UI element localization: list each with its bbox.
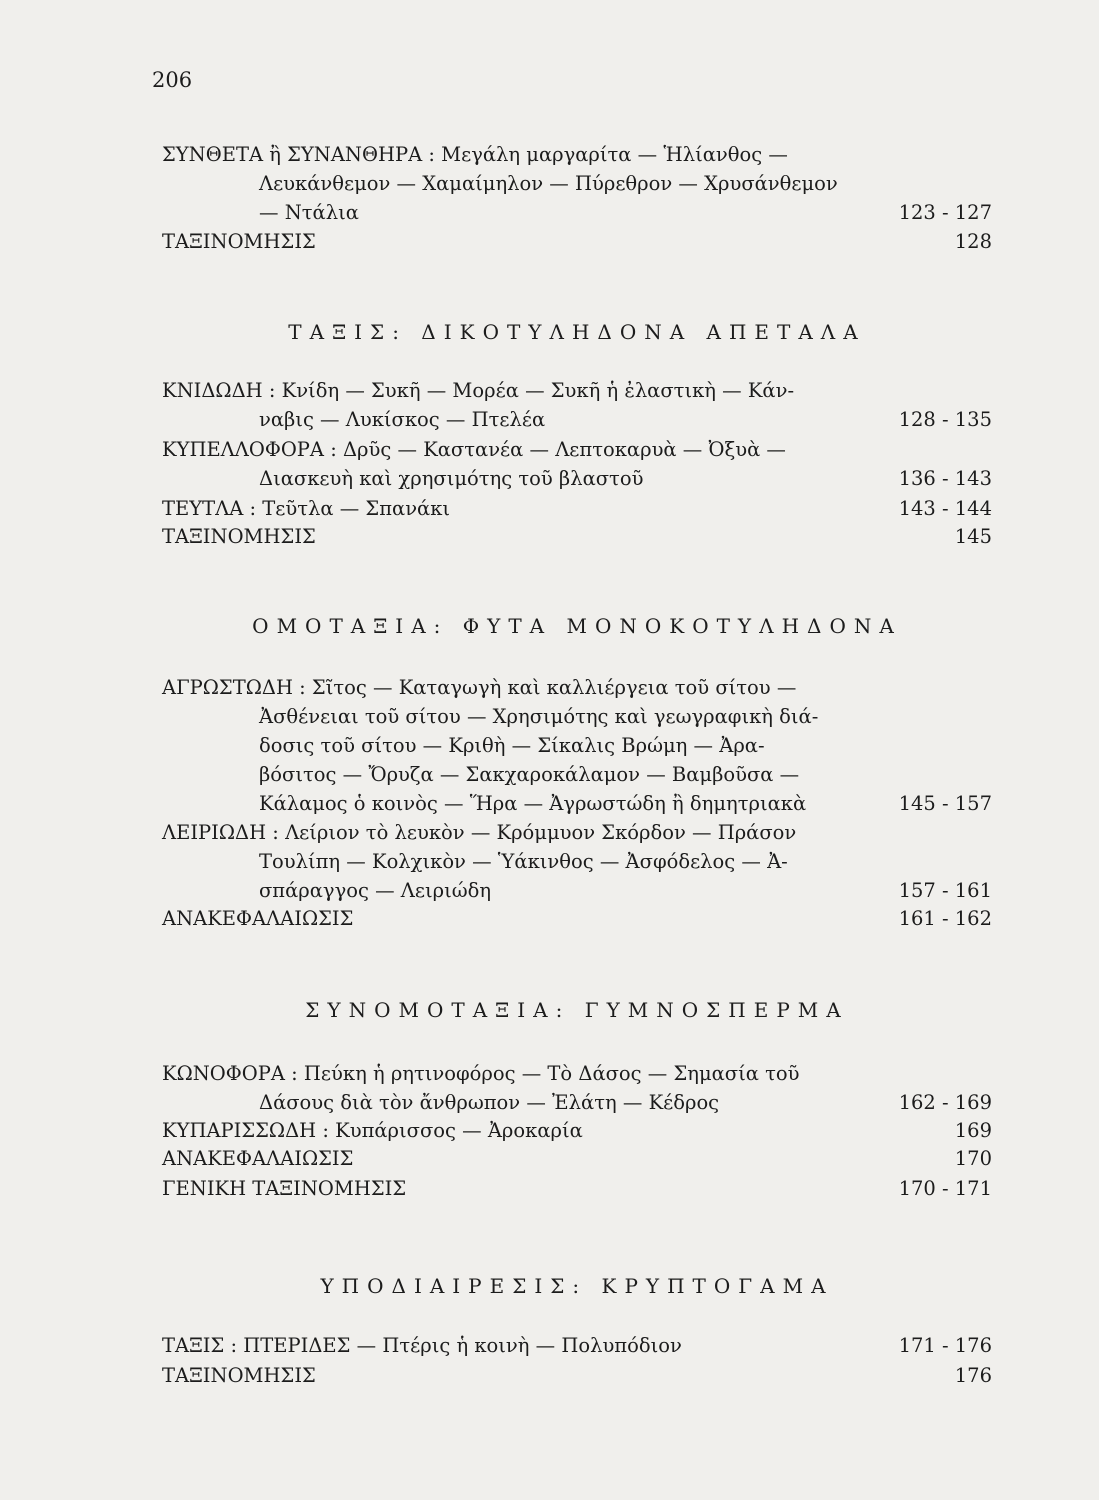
page-range: 145 - 157 bbox=[898, 792, 992, 815]
entry-text: ΑΝΑΚΕΦΑΛΑΙΩΣΙΣ bbox=[162, 1147, 354, 1170]
entry-text: ΚΝΙΔΩΔΗ : Κνίδη — Συκῆ — Μορέα — Συκῆ ἡ ἐλαστικὴ — Κάν- bbox=[162, 379, 795, 402]
toc-entry-taxinomisis bbox=[162, 1361, 992, 1390]
page-range: 171 - 176 bbox=[898, 1334, 992, 1357]
page-range: 161 - 162 bbox=[898, 907, 992, 930]
toc-entry-knidodi bbox=[162, 376, 992, 434]
page-range: 170 - 171 bbox=[898, 1177, 992, 1200]
toc-entry-kyparissodi bbox=[162, 1116, 992, 1145]
toc-entry-kypellofora bbox=[162, 435, 992, 493]
entry-text: ΚΩΝΟΦΟΡΑ : Πεύκη ἡ ρητινοφόρος — Τὸ Δάσος — Σημασία τοῦ bbox=[162, 1062, 800, 1085]
entry-text: ΤΑΞΙΣ : ΠΤΕΡΙΔΕΣ — Πτέρις ἡ κοινὴ — Πολυπόδιον bbox=[162, 1334, 682, 1357]
page-range: 169 bbox=[954, 1119, 992, 1142]
page-range: 170 bbox=[954, 1147, 992, 1170]
entry-text: — Ντάλια bbox=[259, 201, 359, 224]
entry-text: Τουλίπη — Κολχικὸν — Ὑάκινθος — Ἀσφόδελος — Ἀ- bbox=[259, 850, 788, 873]
entry-text: ΤΑΞΙΝΟΜΗΣΙΣ bbox=[162, 1364, 316, 1387]
entry-text: ΚΥΠΕΛΛΟΦΟΡΑ : Δρῦς — Καστανέα — Λεπτοκαρυὰ — Ὀξυὰ — bbox=[162, 438, 786, 461]
entry-text: ΤΑΞΙΝΟΜΗΣΙΣ bbox=[162, 525, 316, 548]
entry-text: ΚΥΠΑΡΙΣΣΩΔΗ : Κυπάρισσος — Ἀροκαρία bbox=[162, 1119, 583, 1142]
toc-entry-syntheta bbox=[162, 140, 992, 227]
section-heading: ΥΠΟΔΙΑΙΡΕΣΙΣ: ΚΡΥΠΤΟΓΑΜΑ bbox=[320, 1274, 834, 1298]
page-number: 206 bbox=[152, 68, 193, 92]
entry-text: Δάσους διὰ τὸν ἄνθρωπον — Ἐλάτη — Κέδρος bbox=[259, 1091, 720, 1114]
section-heading: ΤΑΞΙΣ: ΔΙΚΟΤΥΛΗΔΟΝΑ ΑΠΕΤΑΛΑ bbox=[288, 320, 866, 344]
toc-entry-pterides bbox=[162, 1331, 992, 1360]
toc-entry-konofora bbox=[162, 1059, 992, 1117]
section-heading: ΣΥΝΟΜΟΤΑΞΙΑ: ΓΥΜΝΟΣΠΕΡΜΑ bbox=[305, 998, 849, 1022]
toc-entry-anakefalaiosis bbox=[162, 1144, 992, 1173]
entry-text: ΛΕΙΡΙΩΔΗ : Λείριον τὸ λευκὸν — Κρόμμυον Σκόρδον — Πράσον bbox=[162, 821, 797, 844]
toc-entry-leiriodi bbox=[162, 818, 992, 905]
entry-text: δοσις τοῦ σίτου — Κριθὴ — Σίκαλις Βρώμη — Ἀρα- bbox=[259, 734, 765, 757]
entry-text: Λευκάνθεμον — Χαμαίμηλον — Πύρεθρον — Χρυσάνθεμον bbox=[259, 172, 838, 195]
toc-entry-agrostodi bbox=[162, 673, 992, 818]
page-range: 162 - 169 bbox=[898, 1091, 992, 1114]
page-range: 128 - 135 bbox=[898, 408, 992, 431]
entry-text: ΓΕΝΙΚΗ ΤΑΞΙΝΟΜΗΣΙΣ bbox=[162, 1177, 407, 1200]
entry-text: ΤΑΞΙΝΟΜΗΣΙΣ bbox=[162, 230, 316, 253]
entry-text: σπάραγγος — Λειριώδη bbox=[259, 879, 492, 902]
entry-text: ΑΝΑΚΕΦΑΛΑΙΩΣΙΣ bbox=[162, 907, 354, 930]
entry-text: ναβις — Λυκίσκος — Πτελέα bbox=[259, 408, 546, 431]
page-range: 128 bbox=[954, 230, 992, 253]
entry-text: ΣΥΝΘΕΤΑ ἢ ΣΥΝΑΝΘΗΡΑ : Μεγάλη μαργαρίτα — Ἡλίανθος — bbox=[162, 143, 788, 166]
entry-text: Ἀσθένειαι τοῦ σίτου — Χρησιμότης καὶ γεωγραφικὴ διά- bbox=[259, 705, 819, 728]
entry-text: Κάλαμος ὁ κοινὸς — Ἥρα — Ἀγρωστώδη ἢ δημητριακὰ bbox=[259, 792, 807, 815]
page-range: 176 bbox=[954, 1364, 992, 1387]
page-range: 157 - 161 bbox=[898, 879, 992, 902]
page-range: 143 - 144 bbox=[898, 497, 992, 520]
toc-entry-taxinomisis bbox=[162, 522, 992, 551]
entry-text: Διασκευὴ καὶ χρησιμότης τοῦ βλαστοῦ bbox=[259, 467, 644, 490]
entry-text: βόσιτος — Ὄρυζα — Σακχαροκάλαμον — Βαμβοῦσα — bbox=[259, 763, 800, 786]
page-range: 145 bbox=[954, 525, 992, 548]
entry-text: ΑΓΡΩΣΤΩΔΗ : Σῖτος — Καταγωγὴ καὶ καλλιέργεια τοῦ σίτου — bbox=[162, 676, 797, 699]
toc-entry-anakefalaiosis bbox=[162, 904, 992, 933]
toc-entry-geniki-taxinomisis bbox=[162, 1174, 992, 1203]
page-range: 136 - 143 bbox=[898, 467, 992, 490]
section-heading: ΟΜΟΤΑΞΙΑ: ΦΥΤΑ ΜΟΝΟΚΟΤΥΛΗΔΟΝΑ bbox=[252, 614, 902, 638]
toc-entry-taxinomisis bbox=[162, 227, 992, 256]
toc-entry-teutla bbox=[162, 494, 992, 523]
page-range: 123 - 127 bbox=[898, 201, 992, 224]
entry-text: ΤΕΥΤΛΑ : Τεῦτλα — Σπανάκι bbox=[162, 497, 451, 520]
